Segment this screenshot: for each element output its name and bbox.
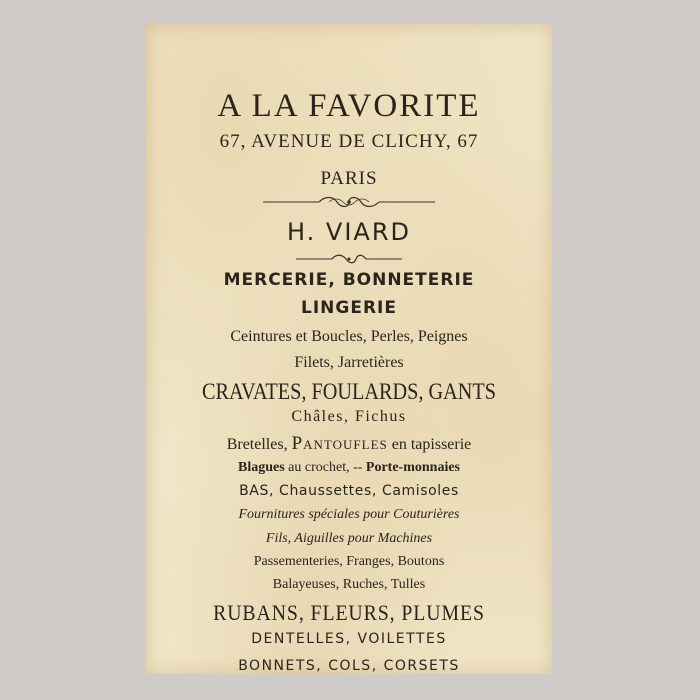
items-line-2: Filets, Jarretières xyxy=(294,354,404,371)
items-line-11: Balayeuses, Ruches, Tulles xyxy=(272,577,426,592)
items-line-5-b: Pantoufles xyxy=(291,433,388,454)
items-line-5-a: Bretelles, xyxy=(226,436,292,453)
items-line-13: DENTELLES, VOILETTES xyxy=(251,631,447,647)
items-line-12: RUBANS, FLEURS, PLUMES xyxy=(213,600,485,625)
trade-line-1: MERCERIE, BONNETERIE xyxy=(223,270,475,290)
items-line-14: BONNETS, COLS, CORSETS xyxy=(238,658,460,674)
trade-line-2: LINGERIE xyxy=(301,298,397,318)
items-line-10: Passementeries, Franges, Boutons xyxy=(253,554,445,569)
items-line-6-b: au crochet, -- xyxy=(284,460,366,475)
items-line-9: Fils, Aiguilles pour Machines xyxy=(265,531,433,546)
items-line-5-c: en tapisserie xyxy=(387,436,472,453)
items-line-4: Châles, Fichus xyxy=(291,408,407,425)
trade-card xyxy=(146,24,552,674)
flourish-divider-top xyxy=(146,195,552,214)
items-line-6-a: Blagues xyxy=(237,460,285,475)
items-line-7: BAS, Chaussettes, Camisoles xyxy=(239,483,459,499)
items-line-3: CRAVATES, FOULARDS, GANTS xyxy=(202,379,496,404)
shop-address: 67, AVENUE DE CLICHY, 67 xyxy=(219,131,479,152)
shop-city: PARIS xyxy=(320,168,378,189)
items-line-8: Fournitures spéciales pour Couturières xyxy=(238,507,460,522)
flourish-divider-bottom xyxy=(146,252,552,270)
items-line-6-c: Porte-monnaies xyxy=(365,460,460,475)
items-line-1: Ceintures et Boucles, Perles, Peignes xyxy=(230,328,468,345)
items-line-6 xyxy=(146,461,552,475)
shop-name: A LA FAVORITE xyxy=(217,88,481,124)
owner-name: H. VIARD xyxy=(287,218,411,246)
items-line-5 xyxy=(146,434,552,453)
